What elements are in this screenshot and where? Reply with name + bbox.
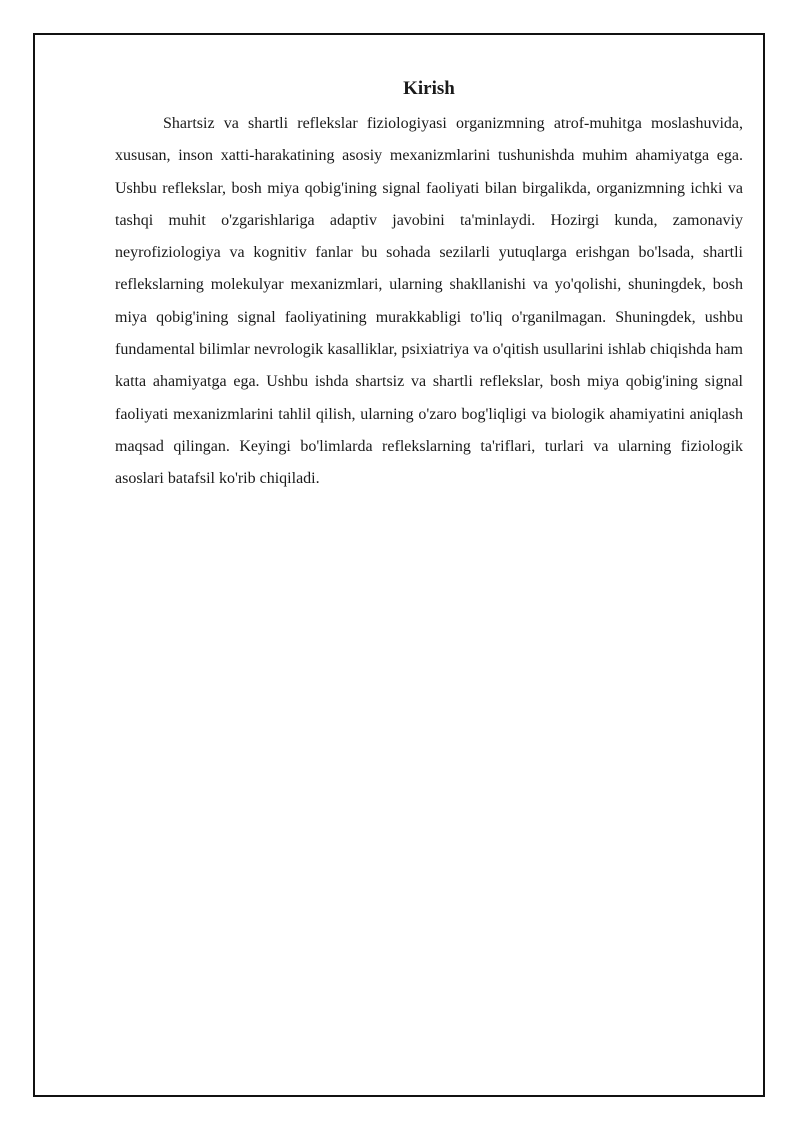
section-heading: Kirish xyxy=(403,78,455,99)
intro-paragraph: Shartsiz va shartli reflekslar fiziologiyasi organizmning atrof-muhitga moslashuvida, xususan, inson xatti-harakatining asosiy mexanizmlarini tushunishda muhim ahamiyatga ega. Ushbu reflekslar, bosh miya qobig'ining signal faoliyati bilan birgalikda, organizmning ichki va tashqi muhit o'zgarishlariga adaptiv javobini ta'minlaydi. Hozirgi kunda, zamonaviy neyrofiziologiya va kognitiv fanlar bu sohada sezilarli yutuqlarga erishgan bo'lsada, shartli reflekslarning molekulyar mexanizmlari, ularning shakllanishi va yo'qolishi, shuningdek, bosh miya qobig'ining signal faoliyatining murakkabligi to'liq o'rganilmagan. Shuningdek, ushbu fundamental bilimlar nevrologik kasalliklar, psixiatriya va o'qitish usullarini ishlab chiqishda ham katta ahamiyatga ega. Ushbu ishda shartsiz va shartli reflekslar, bosh miya qobig'ining signal faoliyati mexanizmlarini tahlil qilish, ularning o'zaro bog'liqligi va biologik ahamiyatini aniqlash maqsad qilingan. Keyingi bo'limlarda reflekslarning ta'riflari, turlari va ularning fiziologik asoslari batafsil ko'rib chiqiladi. xyxy=(115,115,743,488)
document-body xyxy=(115,74,743,496)
